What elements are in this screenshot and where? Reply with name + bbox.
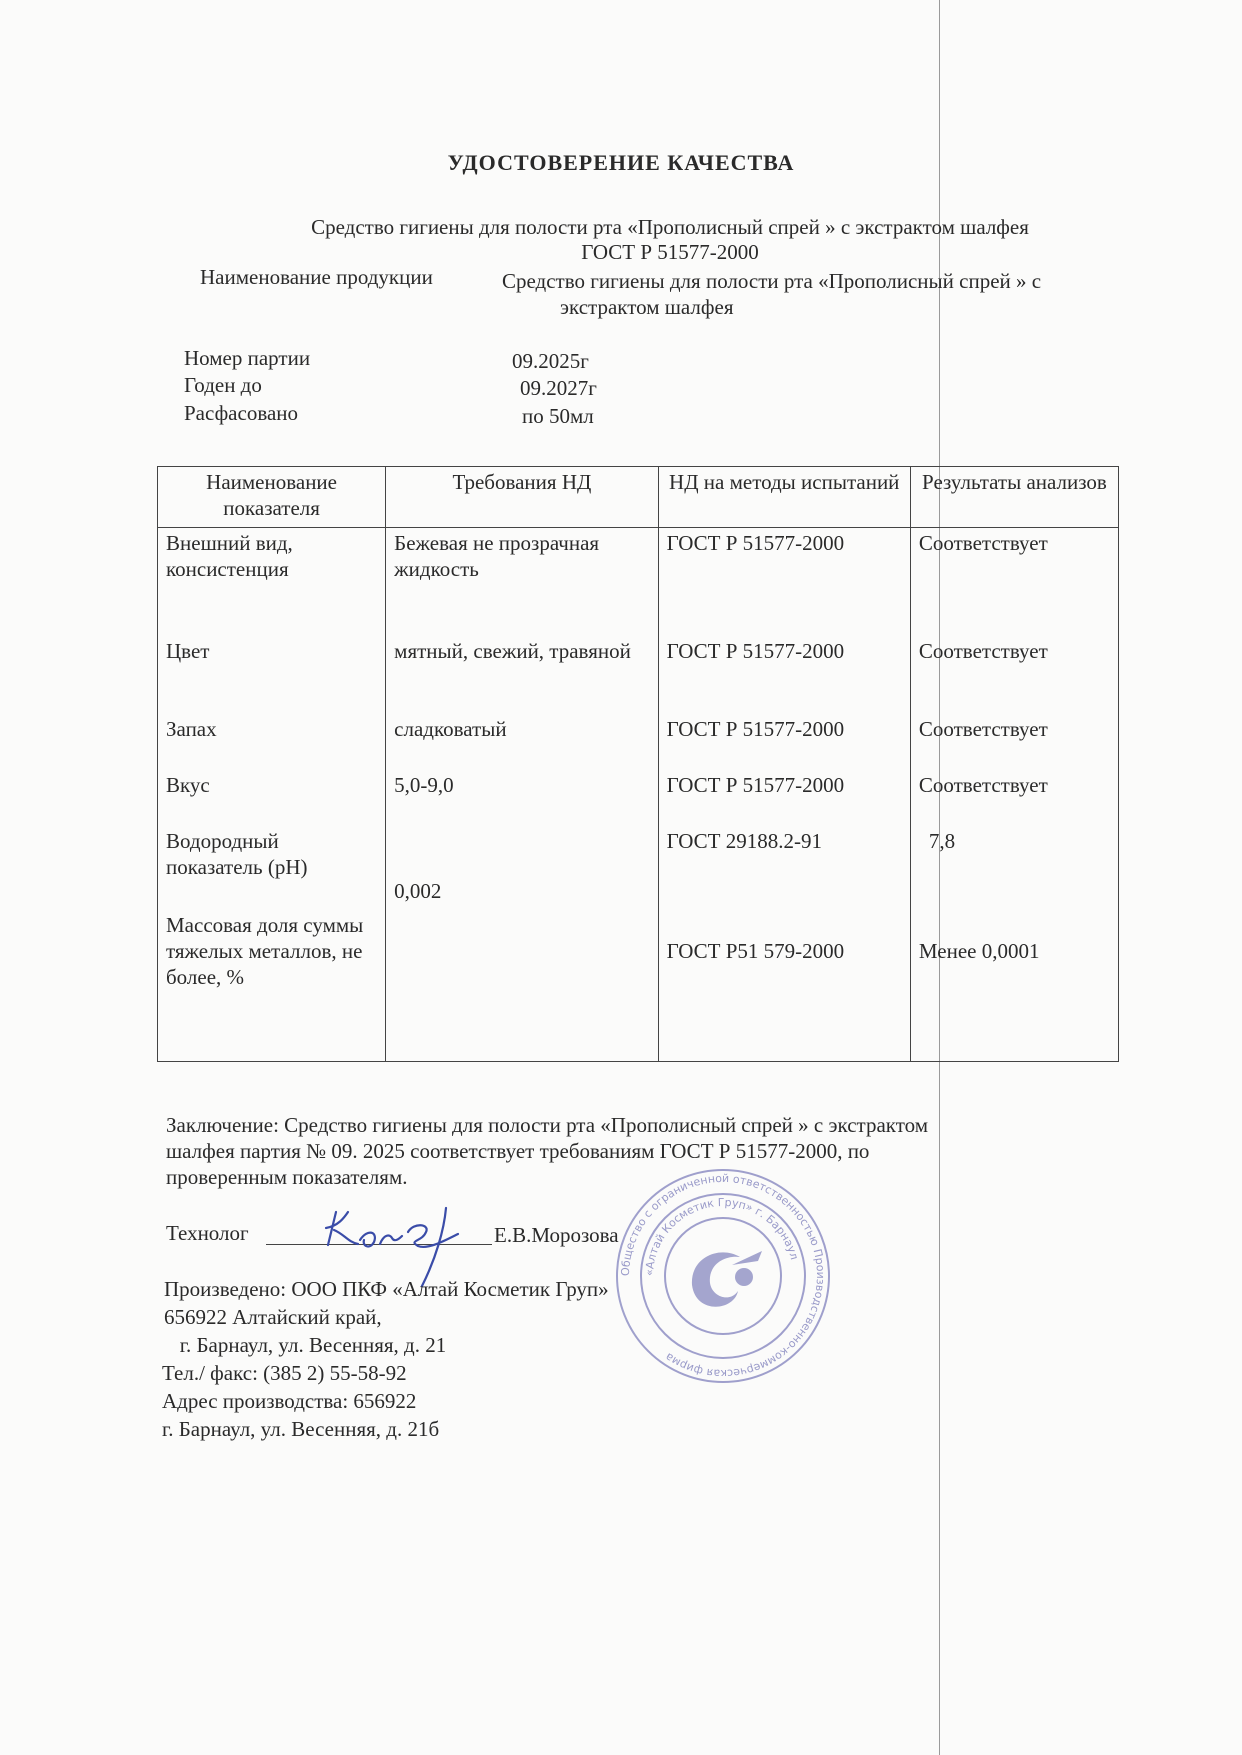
cell-requirement: мятный, свежий, травяной xyxy=(386,636,658,714)
table-row xyxy=(158,636,1119,714)
batch-label: Номер партии xyxy=(184,346,311,370)
table-row xyxy=(158,770,1119,826)
cell-method: ГОСТ Р 51577-2000 xyxy=(658,770,910,826)
header-requirement: Требования НД xyxy=(386,467,658,528)
cell-result-text: 7,8 xyxy=(928,828,956,853)
cell-indicator: Запах xyxy=(158,714,386,770)
cell-result: Соответствует xyxy=(910,636,1118,714)
product-name-value-line1: Средство гигиены для полости рта «Прополисный спрей » с xyxy=(502,269,1042,293)
cell-requirement-text: 0,002 xyxy=(394,878,442,903)
expiry-value: 09.2027г xyxy=(520,376,597,400)
cell-method: ГОСТ Р 51577-2000 xyxy=(658,714,910,770)
cell-requirement: 5,0-9,0 xyxy=(386,770,658,826)
cell-method xyxy=(658,910,910,1062)
cell-method-text: ГОСТ Р51 579-2000 xyxy=(666,938,845,963)
expiry-label: Годен до xyxy=(184,373,262,397)
packed-label: Расфасовано xyxy=(184,401,299,425)
cell-indicator: Водородный показатель (рН) xyxy=(158,826,386,910)
batch-value: 09.2025г xyxy=(512,349,589,373)
cell-method: ГОСТ 29188.2-91 xyxy=(658,826,910,910)
producer-line2: 656922 Алтайский край, xyxy=(164,1305,382,1329)
producer-line1: Произведено: ООО ПКФ «Алтай Косметик Груп» xyxy=(164,1277,609,1301)
cell-indicator: Цвет xyxy=(158,636,386,714)
cell-result: Соответствует xyxy=(910,528,1118,636)
packed-value: по 50мл xyxy=(522,404,594,428)
product-name-label: Наименование продукции xyxy=(200,265,433,289)
header-indicator: Наименование показателя xyxy=(158,467,386,528)
header-method: НД на методы испытаний xyxy=(658,467,910,528)
stamp-outer-text: Общество с ограниченной ответственностью Производственно-коммерческая фирма xyxy=(618,1171,828,1381)
conclusion-line1: Заключение: Средство гигиены для полости рта «Прополисный спрей » с экстрактом xyxy=(166,1113,928,1137)
gost-subtitle: ГОСТ Р 51577-2000 xyxy=(581,240,759,264)
conclusion-line2: шалфея партия № 09. 2025 соответствует требованиям ГОСТ Р 51577-2000, по xyxy=(166,1139,870,1163)
cell-method: ГОСТ Р 51577-2000 xyxy=(658,528,910,636)
cell-result: Соответствует xyxy=(910,770,1118,826)
product-subtitle: Средство гигиены для полости рта «Прополисный спрей » с экстрактом шалфея xyxy=(311,215,1029,239)
table-row xyxy=(158,910,1119,1062)
cell-indicator: Внешний вид, консистенция xyxy=(158,528,386,636)
cell-result-text: Менее 0,0001 xyxy=(918,938,1040,963)
producer-phone: Тел./ факс: (385 2) 55-58-92 xyxy=(162,1361,407,1385)
cell-result: Соответствует xyxy=(910,714,1118,770)
quality-table xyxy=(157,466,1119,1062)
product-name-value-line2: экстрактом шалфея xyxy=(560,295,734,319)
cell-indicator: Вкус xyxy=(158,770,386,826)
stamp-logo-icon xyxy=(692,1251,762,1307)
cell-result xyxy=(910,826,1118,910)
production-address-label: Адрес производства: 656922 xyxy=(162,1389,417,1413)
cell-requirement: Бежевая не прозрачная жидкость xyxy=(386,528,658,636)
cell-requirement xyxy=(386,910,658,1062)
producer-line3: г. Барнаул, ул. Весенняя, д. 21 xyxy=(164,1333,447,1357)
table-header-row xyxy=(158,467,1119,528)
table-row xyxy=(158,826,1119,910)
cell-result xyxy=(910,910,1118,1062)
table-row xyxy=(158,714,1119,770)
header-result: Результаты анализов xyxy=(910,467,1118,528)
conclusion-line3: проверенным показателям. xyxy=(166,1165,408,1189)
cell-requirement: сладковатый xyxy=(386,714,658,770)
table-row xyxy=(158,528,1119,636)
stamp-inner-text: «Алтай Косметик Груп» г. Барнаул xyxy=(642,1195,801,1277)
cell-requirement xyxy=(386,826,658,910)
production-address: г. Барнаул, ул. Весенняя, д. 21б xyxy=(162,1417,440,1441)
cell-indicator: Массовая доля суммы тяжелых металлов, не более, % xyxy=(158,910,386,1062)
document-title: УДОСТОВЕРЕНИЕ КАЧЕСТВА xyxy=(447,150,795,175)
company-stamp xyxy=(612,1165,834,1387)
technologist-label: Технолог xyxy=(166,1221,249,1245)
technologist-name: Е.В.Морозова xyxy=(494,1223,619,1247)
cell-method: ГОСТ Р 51577-2000 xyxy=(658,636,910,714)
